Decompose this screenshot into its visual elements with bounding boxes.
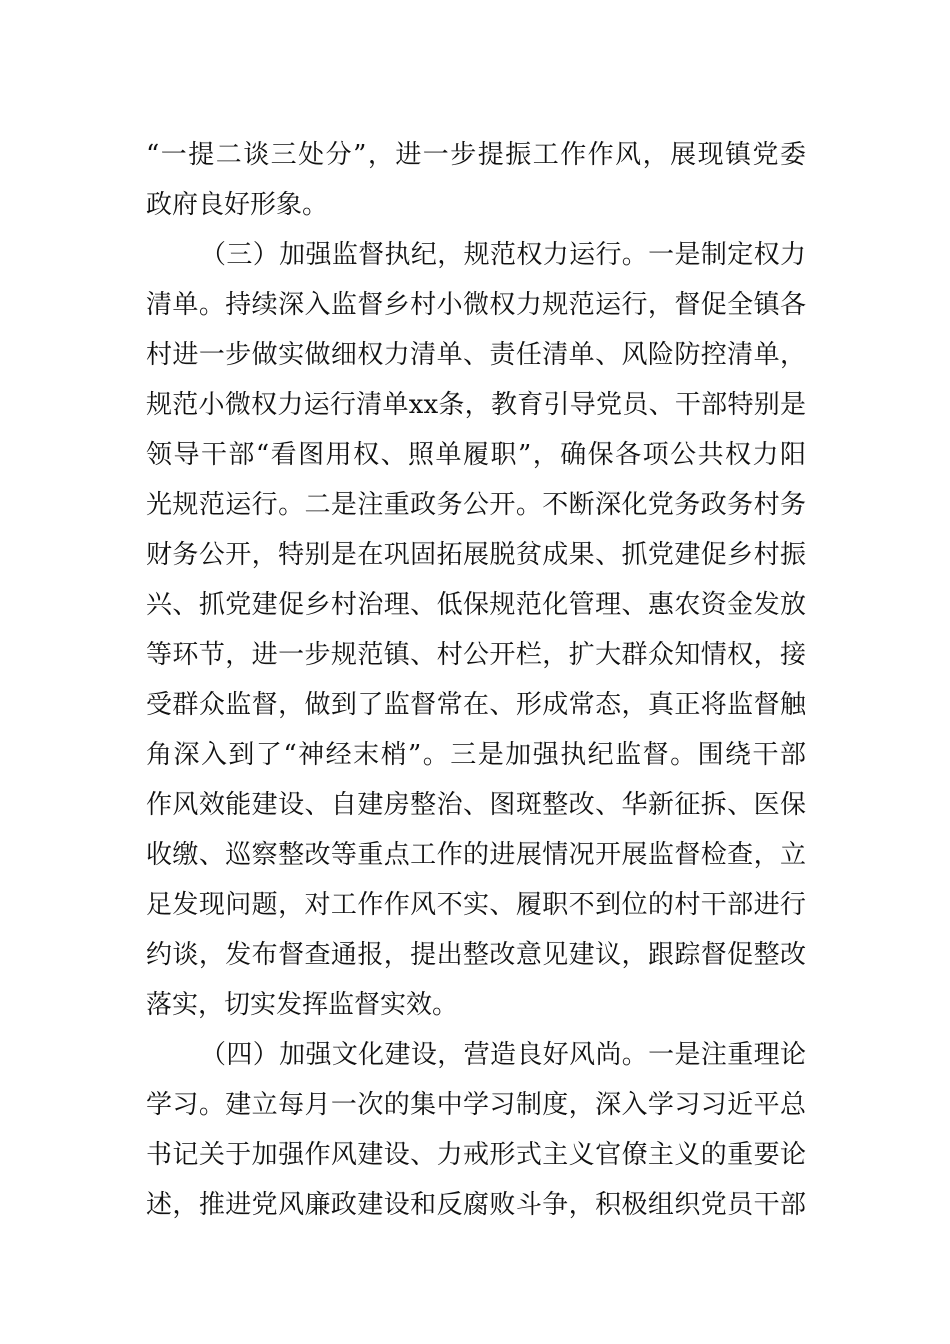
section-heading-line: （三）加强监督执纪，规范权力运行。一是制定权力 bbox=[200, 240, 806, 270]
body-text-line: “一提二谈三处分”，进一步提振工作作风，展现镇党委 bbox=[146, 140, 806, 170]
body-text-line: 书记关于加强作风建设、力戒形式主义官僚主义的重要论 bbox=[146, 1140, 806, 1170]
body-text-line: 财务公开，特别是在巩固拓展脱贫成果、抓党建促乡村振 bbox=[146, 540, 806, 570]
body-text-line: 清单。持续深入监督乡村小微权力规范运行，督促全镇各 bbox=[146, 290, 806, 320]
body-text-line: 受群众监督，做到了监督常在、形成常态，真正将监督触 bbox=[146, 690, 806, 720]
body-text-line: 兴、抓党建促乡村治理、低保规范化管理、惠农资金发放 bbox=[146, 590, 806, 620]
body-text-line: 政府良好形象。 bbox=[146, 190, 329, 220]
section-heading-line: （四）加强文化建设，营造良好风尚。一是注重理论 bbox=[200, 1040, 806, 1070]
body-text-line: 约谈，发布督查通报，提出整改意见建议，跟踪督促整改 bbox=[146, 940, 806, 970]
body-text-line: 规范小微权力运行清单xx条，教育引导党员、干部特别是 bbox=[146, 390, 806, 420]
body-text-line: 角深入到了“神经末梢”。三是加强执纪监督。围绕干部 bbox=[146, 740, 806, 770]
body-text-line: 作风效能建设、自建房整治、图斑整改、华新征拆、医保 bbox=[146, 790, 806, 820]
body-text-line: 足发现问题，对工作作风不实、履职不到位的村干部进行 bbox=[146, 890, 806, 920]
body-text-line: 光规范运行。二是注重政务公开。不断深化党务政务村务 bbox=[146, 490, 806, 520]
body-text-line: 领导干部“看图用权、照单履职”，确保各项公共权力阳 bbox=[146, 440, 806, 470]
body-text-line: 收缴、巡察整改等重点工作的进展情况开展监督检查，立 bbox=[146, 840, 806, 870]
body-text-line: 学习。建立每月一次的集中学习制度，深入学习习近平总 bbox=[146, 1090, 806, 1120]
body-text-line: 等环节，进一步规范镇、村公开栏，扩大群众知情权，接 bbox=[146, 640, 806, 670]
body-text-line: 述，推进党风廉政建设和反腐败斗争，积极组织党员干部 bbox=[146, 1190, 806, 1220]
body-text-line: 落实，切实发挥监督实效。 bbox=[146, 990, 459, 1020]
body-text-line: 村进一步做实做细权力清单、责任清单、风险防控清单， bbox=[146, 340, 806, 370]
